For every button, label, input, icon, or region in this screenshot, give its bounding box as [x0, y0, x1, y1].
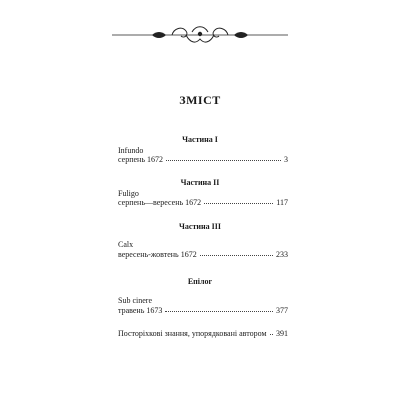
part-heading: Епілог — [187, 277, 213, 286]
entry-page-number: 377 — [276, 306, 288, 315]
part-heading: Частина I — [182, 135, 218, 144]
entry-date: вересень-жовтень 1672 — [118, 250, 197, 259]
entry-name: Infundo — [118, 146, 144, 155]
toc-entry-line[interactable] — [118, 306, 288, 315]
toc-entry-line[interactable] — [118, 329, 288, 338]
dot-leader — [165, 310, 273, 312]
entry-page-number: 3 — [284, 155, 288, 164]
entry-date: травень 1673 — [118, 306, 163, 315]
entry-name: Calx — [118, 240, 134, 249]
entry-date: серпень—вересень 1672 — [118, 198, 202, 207]
toc-entry-line[interactable] — [118, 155, 288, 164]
part-heading: Частина III — [179, 222, 221, 231]
entry-name: Sub cinere — [118, 296, 152, 305]
entry-date: серпень 1672 — [118, 155, 163, 164]
part-heading: Частина II — [180, 178, 220, 187]
dot-leader — [270, 333, 273, 335]
dot-leader — [200, 254, 273, 256]
toc-entry-line[interactable] — [118, 250, 288, 259]
flourish-ornament-icon — [112, 22, 288, 48]
entry-page-number: 391 — [276, 329, 288, 338]
entry-name: Посторіхкові знання, упорядковані автором — [118, 329, 267, 338]
entry-page-number: 233 — [276, 250, 288, 259]
entry-page-number: 117 — [276, 198, 288, 207]
toc-entry-line[interactable] — [118, 198, 288, 207]
dot-leader — [166, 159, 281, 161]
toc-title: ЗМІСТ — [179, 93, 221, 107]
dot-leader — [204, 202, 273, 204]
entry-name: Fuligo — [118, 189, 139, 198]
